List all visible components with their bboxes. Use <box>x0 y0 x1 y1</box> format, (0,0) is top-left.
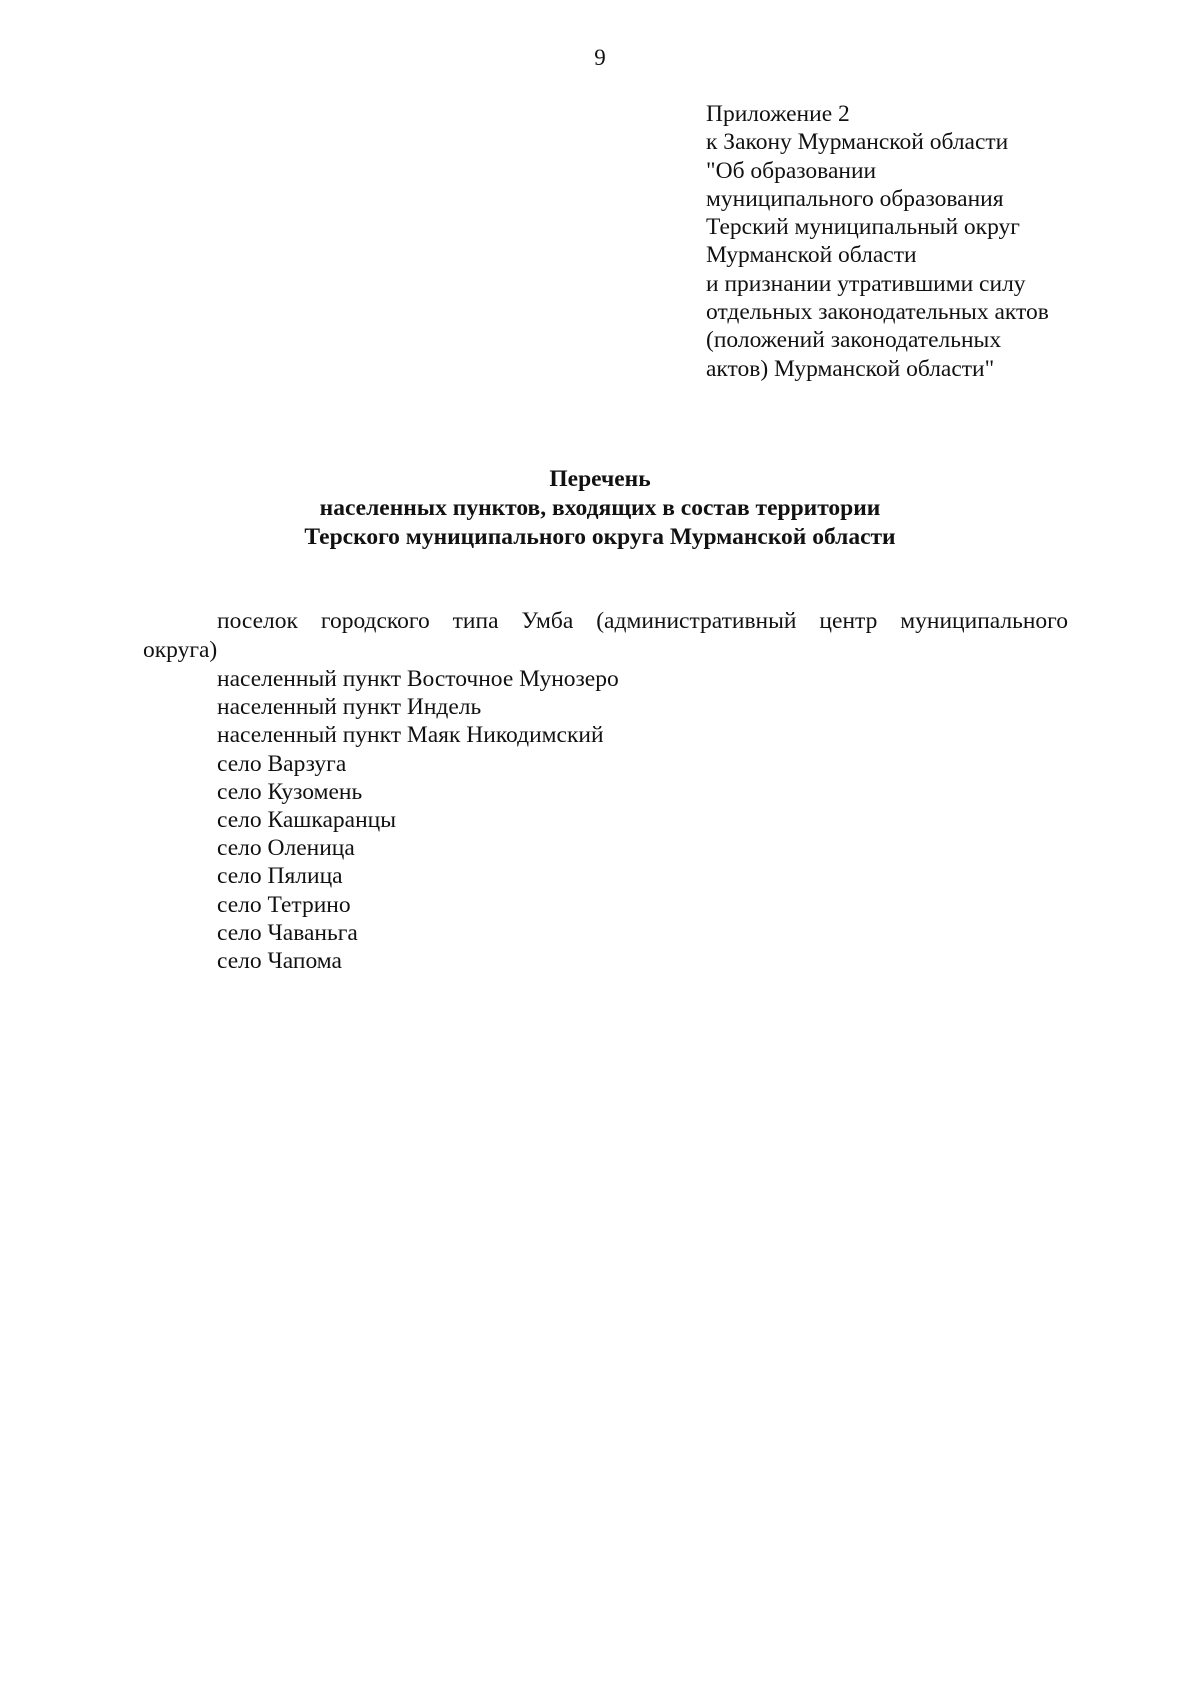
list-item: село Кашкаранцы <box>217 807 397 834</box>
document-title <box>0 465 1200 552</box>
list-item: село Кузомень <box>217 778 363 805</box>
appendix-line: к Закону Мурманской области <box>706 129 1009 156</box>
list-item: населенный пункт Восточное Мунозеро <box>217 666 619 692</box>
title-line: Терского муниципального округа Мурманской области <box>304 524 896 550</box>
appendix-line: "Об образовании <box>706 157 877 184</box>
appendix-line: актов) Мурманской области" <box>706 355 995 382</box>
list-item: село Чаваньга <box>217 919 358 946</box>
appendix-line: и признании утратившими силу <box>706 270 1026 297</box>
list-item <box>143 607 1068 665</box>
list-item-continuation: округа) <box>143 637 218 663</box>
settlement-list <box>143 607 1068 975</box>
appendix-header <box>706 100 1146 383</box>
list-item: село Пялица <box>217 863 343 890</box>
list-item: село Чапома <box>217 948 342 975</box>
appendix-line: отдельных законодательных актов <box>706 299 1049 326</box>
title-line: населенных пунктов, входящих в состав территории <box>319 495 881 521</box>
appendix-line: Приложение 2 <box>706 101 850 127</box>
page-number: 9 <box>594 45 606 70</box>
list-item: село Варзуга <box>217 750 347 777</box>
appendix-line: (положений законодательных <box>706 327 1002 354</box>
title-line: Перечень <box>549 466 651 492</box>
list-item-line: поселок городского типа Умба (административный центр муниципального <box>217 608 1068 634</box>
list-item: населенный пункт Индель <box>217 694 482 721</box>
list-item: село Тетрино <box>217 891 351 918</box>
list-item: село Оленица <box>217 835 355 862</box>
appendix-line: Терский муниципальный округ <box>706 214 1020 241</box>
appendix-line: Мурманской области <box>706 242 917 269</box>
appendix-line: муниципального образования <box>706 185 1004 212</box>
list-item: населенный пункт Маяк Никодимский <box>217 722 604 749</box>
